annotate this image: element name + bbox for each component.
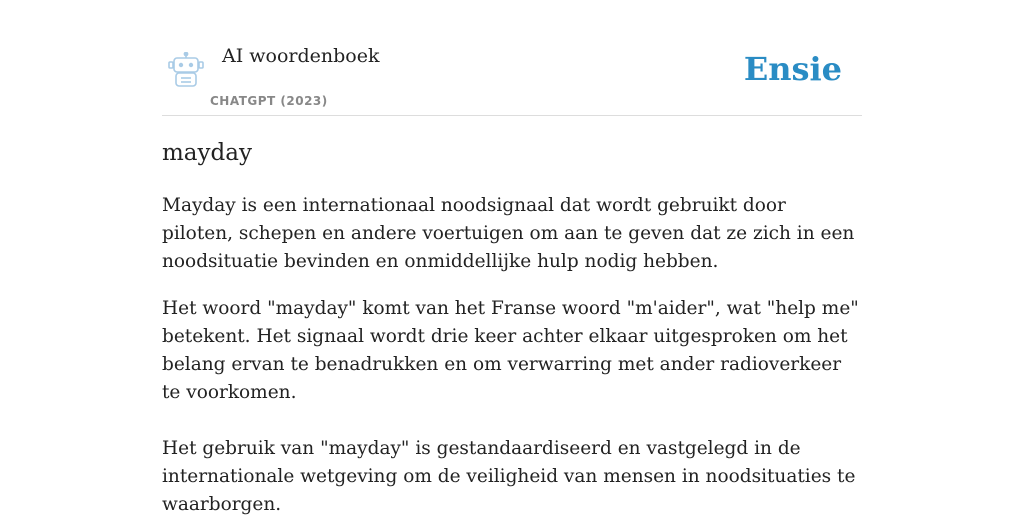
source-header (162, 0, 862, 116)
source-subtitle: CHATGPT (2023) (210, 94, 328, 108)
source-title[interactable]: AI woordenboek (222, 45, 380, 67)
definition-paragraph: Het gebruik van "mayday" is gestandaardiseerd en vastgelegd in de internationale wetgeving om de veiligheid van mensen in noodsituaties te waarborgen. (162, 438, 856, 515)
definition-paragraph: Mayday is een internationaal noodsignaal dat wordt gebruikt door piloten, schepen en andere voertuigen om aan te geven dat ze zich in een noodsituatie bevinden en onmiddellijke hulp nodig hebben. (162, 195, 855, 272)
brand-logo[interactable]: Ensie (743, 50, 842, 88)
entry-term: mayday (162, 140, 252, 166)
entry-page (162, 0, 862, 515)
definition-paragraph: Het woord "mayday" komt van het Franse woord "m'aider", wat "help me" betekent. Het signaal wordt drie keer achter elkaar uitgesproken om het belang ervan te benadrukken en om verwarring met ander radioverkeer te voorkomen. (162, 298, 859, 403)
entry-definition (162, 192, 862, 519)
robot-icon (166, 52, 206, 88)
